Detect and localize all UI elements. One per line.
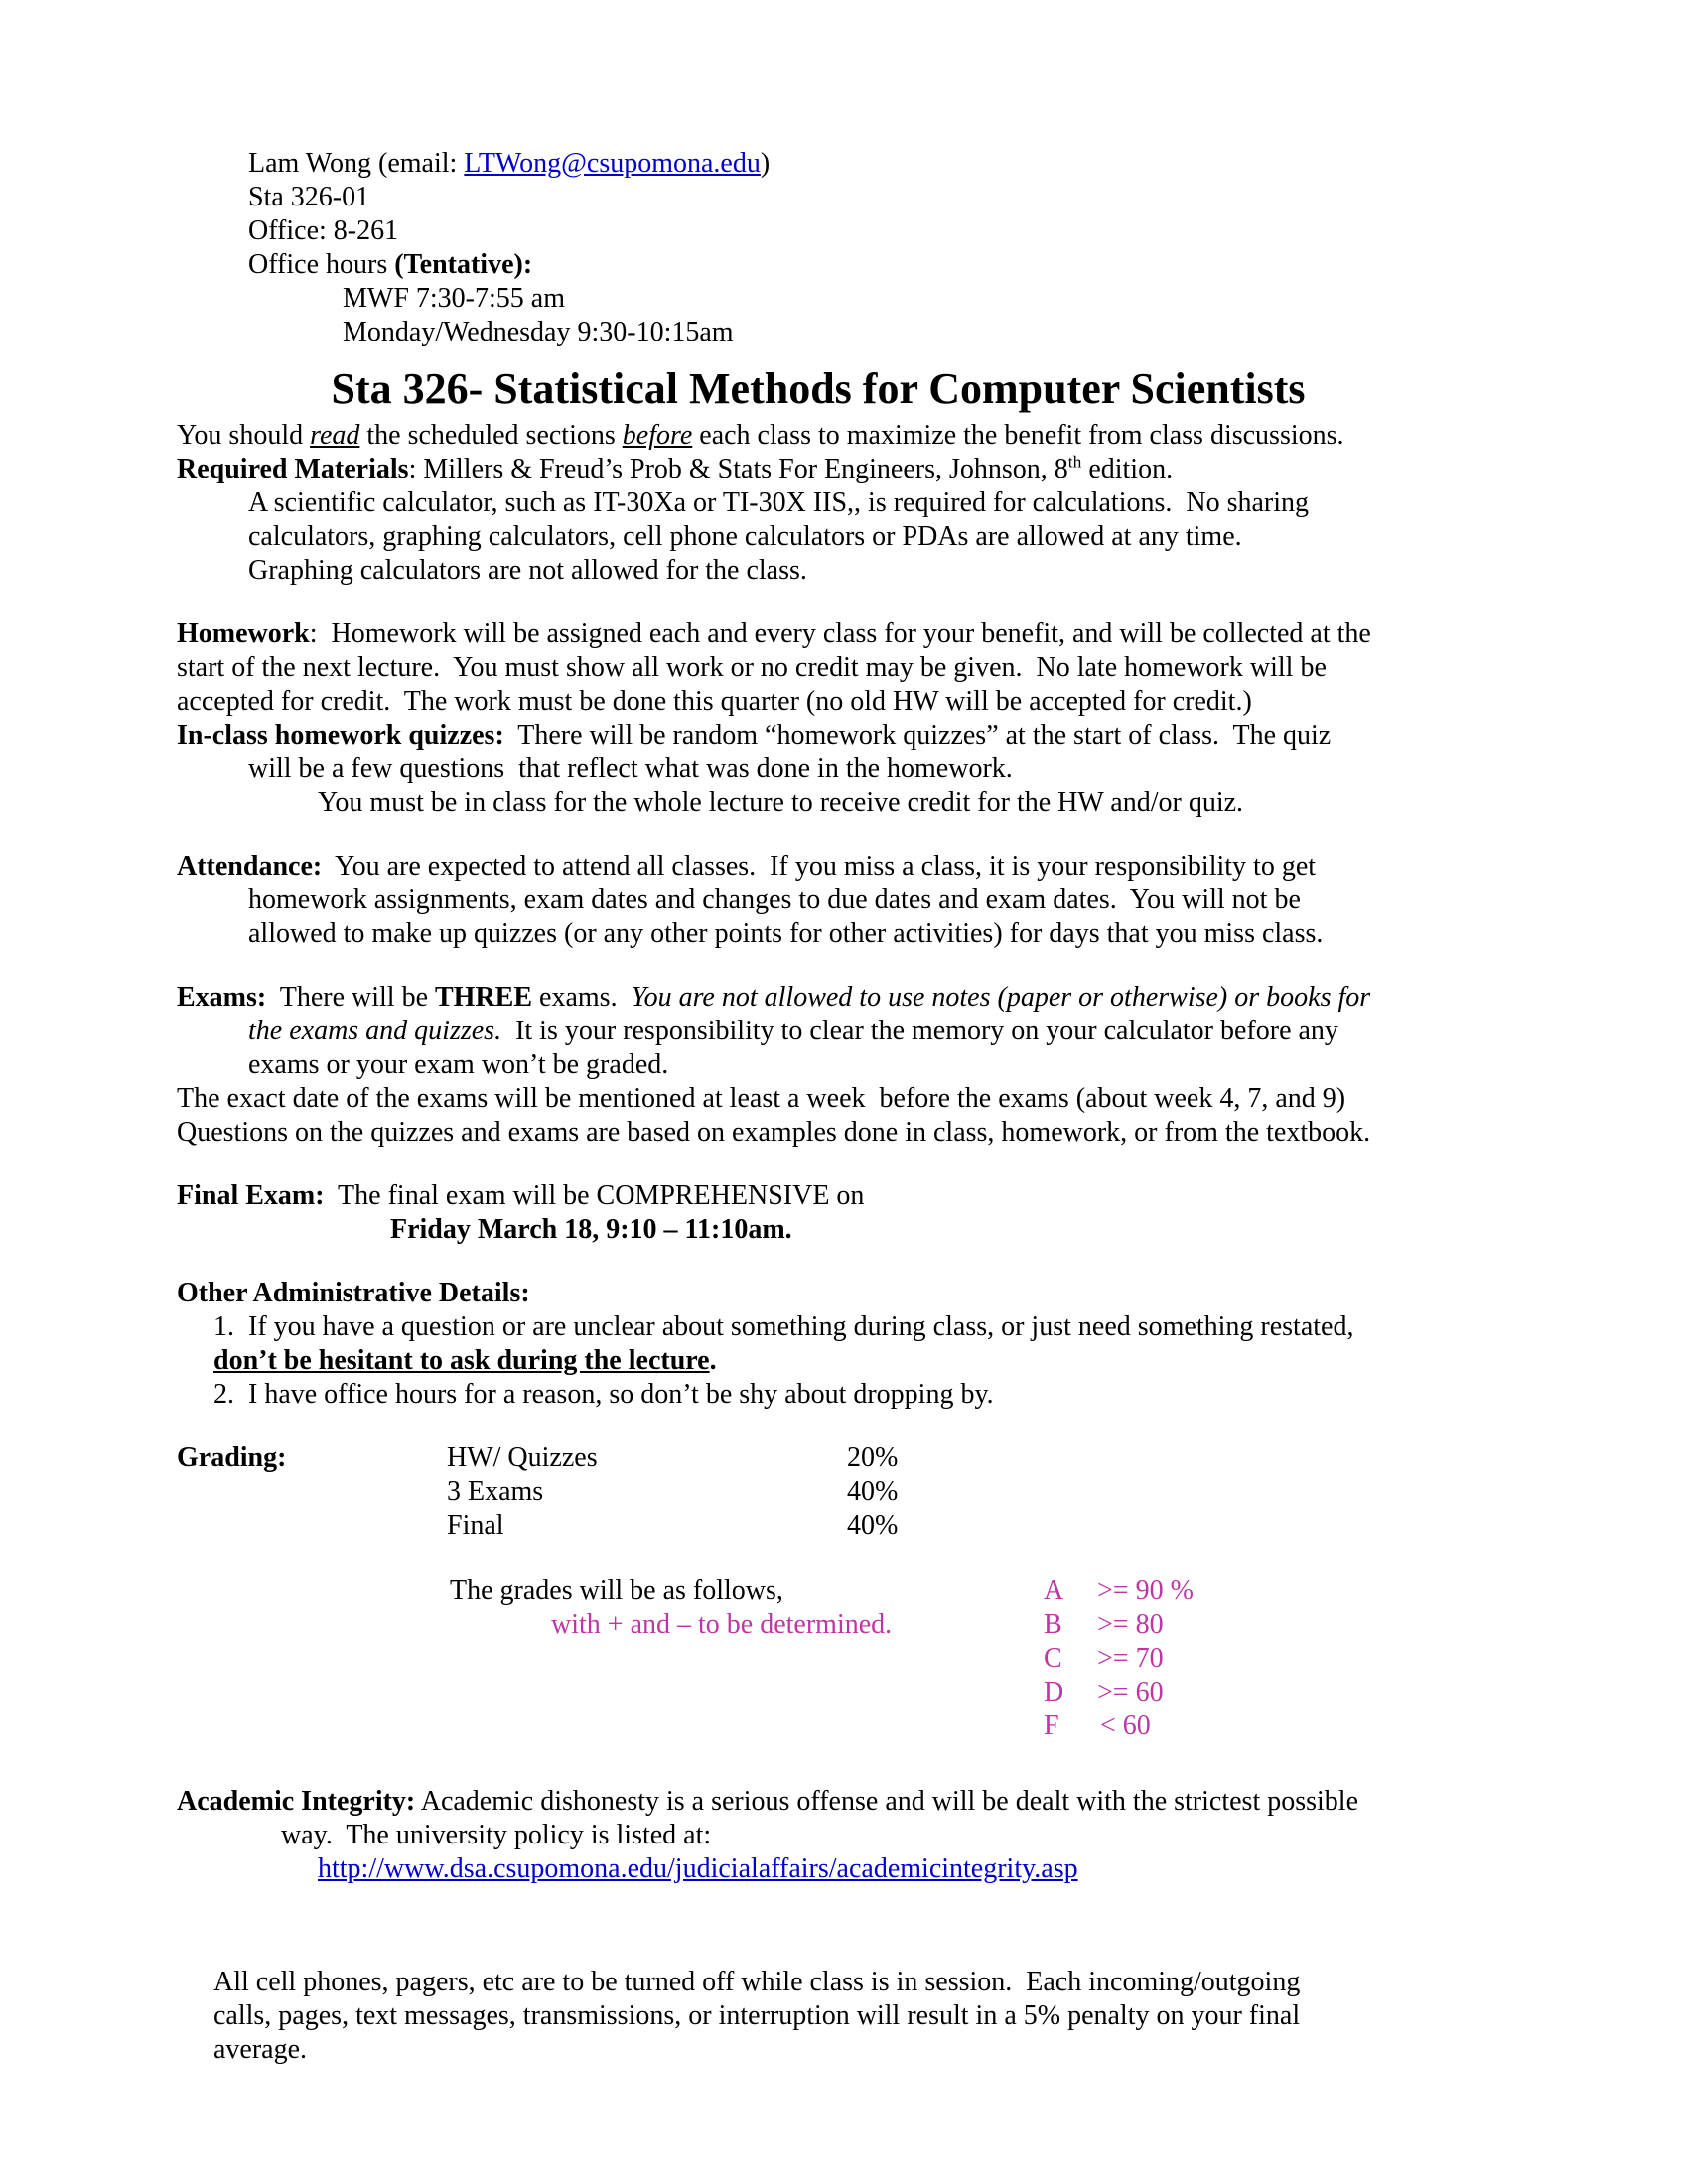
text-run: Sta 326-01 (248, 182, 370, 212)
spacer (177, 820, 1460, 850)
text-run: F (1044, 1710, 1059, 1741)
homework-line (177, 651, 1460, 685)
integrity-line (177, 1785, 1460, 1819)
text-run: 2. I have office hours for a reason, so don’t be shy about dropping by. (213, 1379, 994, 1410)
header-line-office-hours (177, 248, 1460, 282)
spacer (177, 1543, 1460, 1574)
text-run: calculators, graphing calculators, cell phone calculators or PDAs are allowed at any time. (248, 521, 1242, 552)
text-run: D (1044, 1677, 1064, 1707)
exams-line (177, 1116, 1460, 1150)
exams-line (177, 1082, 1460, 1116)
text-run: don’t be hesitant to ask during the lecture (213, 1345, 710, 1376)
integrity-line (177, 1819, 1460, 1852)
exams-line (177, 981, 1460, 1015)
exams-line (177, 1048, 1460, 1082)
text-run: accepted for credit. The work must be done this quarter (no old HW will be accepted for credit.) (177, 686, 1252, 717)
text-run: . (709, 1345, 717, 1376)
text-run: homework assignments, exam dates and changes to due dates and exam dates. You will not be (248, 885, 1301, 915)
text-run: 40% (847, 1476, 899, 1507)
quizzes-line (177, 719, 1460, 752)
text-run: Office: 8-261 (248, 215, 399, 246)
text-run: Friday March 18, 9:10 – 11:10am. (390, 1214, 792, 1245)
spacer (177, 1150, 1460, 1179)
grading-row (177, 1509, 1460, 1543)
text-run: before (622, 420, 693, 451)
grade-scale-row (177, 1676, 1460, 1709)
text-run: HW/ Quizzes (447, 1442, 598, 1473)
admin-item-1 (177, 1344, 1460, 1378)
text-run: Questions on the quizzes and exams are based on examples done in class, homework, or from the textbook. (177, 1117, 1371, 1148)
text-run: >= 80 (1097, 1609, 1164, 1640)
text-run: THREE (435, 982, 533, 1013)
header-line-hours-2 (177, 316, 1460, 349)
text-run: It is your responsibility to clear the memory on your calculator before any (501, 1016, 1338, 1046)
grade-scale-row (177, 1574, 1460, 1608)
text-run: (Tentative): (394, 249, 533, 280)
text-run: < 60 (1100, 1710, 1151, 1741)
attendance-line (177, 917, 1460, 951)
spacer (177, 1886, 1460, 1966)
header-line-course (177, 181, 1460, 214)
admin-item-2 (177, 1378, 1460, 1412)
text-run: Office hours (248, 249, 395, 280)
text-run: average. (213, 2034, 308, 2065)
text-run: You are expected to attend all classes. If you miss a class, it is your responsibility to get (322, 851, 1317, 882)
attendance-line (177, 850, 1460, 884)
materials-line (177, 554, 1460, 588)
text-run: A (1044, 1575, 1064, 1606)
text-run: There will be random “homework quizzes” at the start of class. The quiz (503, 720, 1332, 751)
text-run: th (1067, 452, 1082, 472)
text-run: Required Materials (177, 454, 409, 484)
attendance-line (177, 884, 1460, 917)
text-run: A scientific calculator, such as IT-30Xa or TI-30X IIS,, is required for calculations. No sharing (248, 487, 1310, 518)
intro-line (177, 419, 1460, 453)
cellphone-line (177, 2033, 1460, 2067)
spacer (177, 1247, 1460, 1277)
text-run: >= 90 % (1097, 1575, 1194, 1606)
materials-line (177, 520, 1460, 554)
text-run: 40% (847, 1510, 899, 1541)
final-exam-line (177, 1179, 1460, 1213)
text-run: MWF 7:30-7:55 am (343, 283, 565, 314)
text-run: exams. (532, 982, 632, 1013)
text-run: Graphing calculators are not allowed for the class. (248, 555, 807, 586)
text-run: Academic dishonesty is a serious offense and will be dealt with the strictest possible (415, 1786, 1358, 1817)
text-run: Monday/Wednesday 9:30-10:15am (343, 317, 734, 347)
text-run: exams or your exam won’t be graded. (248, 1049, 669, 1080)
integrity-link-line (177, 1852, 1460, 1886)
text-run: Lam Wong (email: (248, 148, 465, 179)
spacer (177, 588, 1460, 617)
grade-scale-row (177, 1642, 1460, 1676)
text-run: 3 Exams (447, 1476, 544, 1507)
text-run: Grading: (177, 1442, 287, 1473)
admin-heading (177, 1277, 1460, 1310)
spacer (177, 1412, 1460, 1441)
text-run: way. The university policy is listed at: (281, 1820, 712, 1850)
grade-scale-row (177, 1608, 1460, 1642)
text-run: You are not allowed to use notes (paper or otherwise) or books for (631, 982, 1371, 1013)
text-run: Final (447, 1510, 504, 1541)
text-run: start of the next lecture. You must show all work or no credit may be given. No late homework will be (177, 652, 1327, 683)
spacer (177, 951, 1460, 981)
text-run: will be a few questions that reflect what was done in the homework. (248, 753, 1013, 784)
text-run: each class to maximize the benefit from class discussions. (692, 420, 1344, 451)
text-run: There will be (266, 982, 435, 1013)
text-run: 1. If you have a question or are unclear about something during class, or just need something restated, (213, 1311, 1354, 1342)
homework-line (177, 617, 1460, 651)
text-run: ) (760, 148, 771, 179)
text-run: All cell phones, pagers, etc are to be turned off while class is in session. Each incoming/outgoing (213, 1967, 1301, 1997)
text-run: 20% (847, 1442, 899, 1473)
homework-line (177, 685, 1460, 719)
text-run: Academic Integrity: (177, 1786, 416, 1817)
text-run: The final exam will be COMPREHENSIVE on (324, 1180, 865, 1211)
materials-line (177, 453, 1460, 486)
text-run: with + and – to be determined. (551, 1609, 893, 1640)
text-run: >= 60 (1097, 1677, 1164, 1707)
text-run: Attendance: (177, 851, 323, 882)
text-run: the scheduled sections (359, 420, 623, 451)
text-run: Other Administrative Details: (177, 1278, 530, 1308)
text-run: >= 70 (1097, 1643, 1164, 1674)
text-run: read (310, 420, 360, 451)
cellphone-line (177, 1999, 1460, 2033)
text-run: edition. (1081, 454, 1174, 484)
header-line-office (177, 214, 1460, 248)
grading-row (177, 1441, 1460, 1475)
text-run: allowed to make up quizzes (or any other points for other activities) for days that you miss class. (248, 918, 1324, 949)
text-run: The exact date of the exams will be mentioned at least a week before the exams (about week 4, 7, and 9) (177, 1083, 1346, 1114)
cellphone-line (177, 1966, 1460, 1999)
text-run: : Homework will be assigned each and every class for your benefit, and will be collected at the (309, 618, 1371, 649)
text-run: Final Exam: (177, 1180, 325, 1211)
text-run: The grades will be as follows, (450, 1575, 783, 1606)
text-run: : Millers & Freud’s Prob & Stats For Engineers, Johnson, 8 (408, 454, 1068, 484)
text-run: You should (177, 420, 311, 451)
email-link[interactable]: LTWong@csupomona.edu (464, 148, 761, 179)
text-run: In-class homework quizzes: (177, 720, 504, 751)
spacer (177, 1743, 1460, 1785)
quizzes-line (177, 786, 1460, 820)
text-run: You must be in class for the whole lecture to receive credit for the HW and/or quiz. (318, 787, 1244, 818)
header-line-instructor (177, 147, 1460, 181)
page-title: Sta 326- Statistical Methods for Computer Scientists (331, 364, 1306, 413)
grade-scale-row (177, 1709, 1460, 1743)
admin-item-1 (177, 1310, 1460, 1344)
text-run: B (1044, 1609, 1062, 1640)
text-run: Homework (177, 618, 310, 649)
header-line-hours-1 (177, 282, 1460, 316)
exams-line (177, 1015, 1460, 1048)
materials-line (177, 486, 1460, 520)
policy-link[interactable]: http://www.dsa.csupomona.edu/judicialaffairs/academicintegrity.asp (318, 1853, 1078, 1884)
text-run: C (1044, 1643, 1062, 1674)
final-exam-date (177, 1213, 1460, 1247)
text-run: calls, pages, text messages, transmissions, or interruption will result in a 5% penalty on your final (213, 2000, 1301, 2031)
quizzes-line (177, 752, 1460, 786)
text-run: the exams and quizzes. (248, 1016, 502, 1046)
text-run: Exams: (177, 982, 267, 1013)
grading-row (177, 1475, 1460, 1509)
